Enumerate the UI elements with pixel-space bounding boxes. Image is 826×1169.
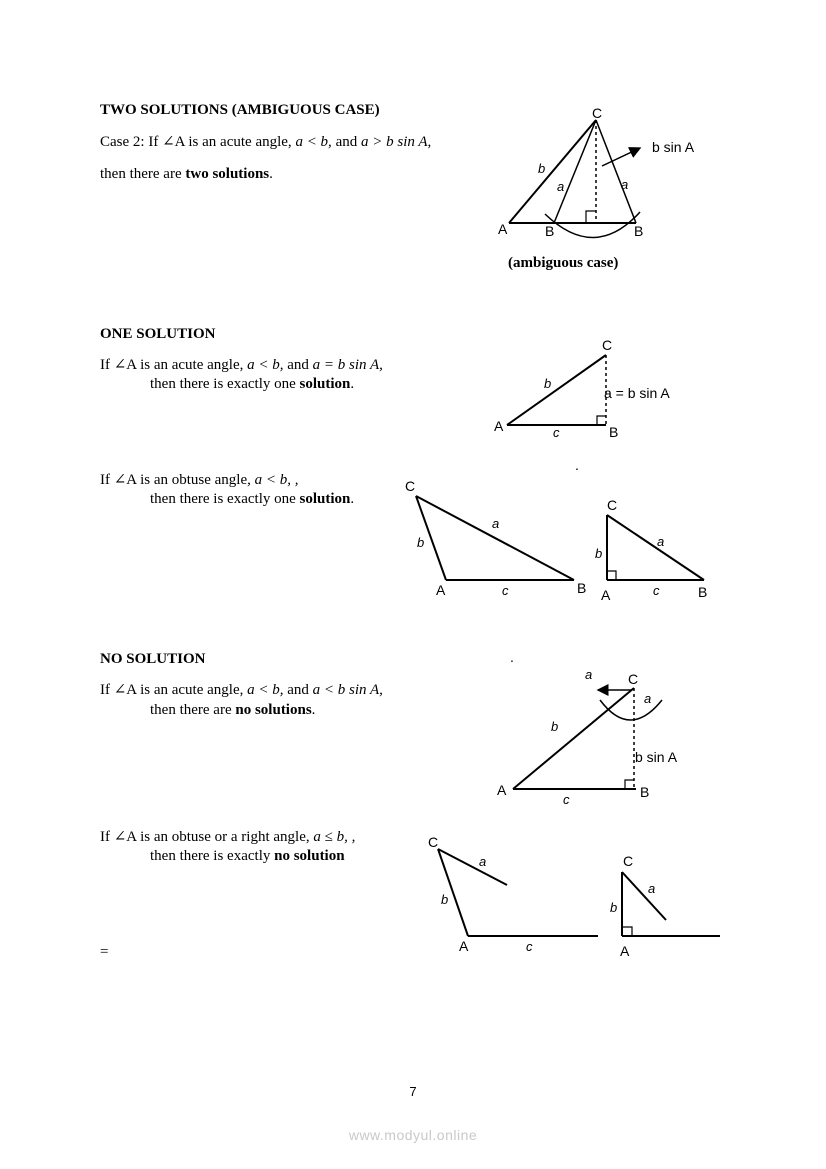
one-l2-period: . bbox=[350, 376, 355, 392]
nsr-label-b: b bbox=[610, 900, 618, 915]
amb-right-angle bbox=[586, 211, 596, 223]
rt-label-a: a bbox=[657, 534, 665, 549]
one-o1-cond: a < b, , bbox=[254, 472, 299, 488]
no-solution-heading: NO SOLUTION bbox=[100, 651, 206, 667]
amb-side-a-left bbox=[554, 120, 596, 223]
ambiguous-caption: (ambiguous case) bbox=[508, 255, 619, 271]
amb-label-a2: a bbox=[621, 177, 629, 192]
amb-label-C: C bbox=[592, 105, 603, 121]
ns-label-b: b bbox=[551, 719, 559, 734]
nsr-right-angle bbox=[622, 927, 632, 936]
nsr-label-A: A bbox=[620, 943, 630, 959]
stray-equals: = bbox=[100, 944, 109, 960]
nso-label-C: C bbox=[428, 834, 439, 850]
one-label-a-eq: a = b sin A bbox=[604, 385, 670, 401]
amb-label-b: b bbox=[538, 161, 546, 176]
obt-label-b: b bbox=[417, 535, 425, 550]
one-o2-period: . bbox=[350, 491, 355, 507]
none-l2-text: then there are bbox=[150, 702, 232, 718]
ns-label-a2: a bbox=[644, 691, 652, 706]
one-label-b: b bbox=[544, 376, 552, 391]
one-l1-cond1: a < b, bbox=[247, 357, 284, 373]
rt-label-B: B bbox=[698, 584, 708, 600]
ns-label-B: B bbox=[640, 784, 650, 800]
nso-label-A: A bbox=[459, 938, 469, 954]
none-l2-bold: no solutions bbox=[235, 702, 312, 718]
one-o1-text: If ∠A is an obtuse angle, bbox=[100, 472, 251, 488]
one-solution-heading: ONE SOLUTION bbox=[100, 326, 216, 342]
one-l1-cond2: a = b sin A, bbox=[312, 357, 383, 373]
page-number: 7 bbox=[409, 1084, 417, 1099]
no-solution-right-diagram bbox=[622, 872, 720, 936]
obt-label-c: c bbox=[502, 583, 509, 598]
one-right-angle-diagram bbox=[607, 515, 704, 580]
nso-label-a: a bbox=[479, 854, 487, 869]
none-l1-and: and bbox=[287, 682, 309, 698]
rt-label-A: A bbox=[601, 587, 611, 603]
none-o2-bold: no solution bbox=[274, 848, 345, 864]
rt-label-c: c bbox=[653, 583, 660, 598]
watermark: www.modyul.online bbox=[348, 1127, 478, 1143]
two-l1-cond2: a > b sin A, bbox=[360, 134, 432, 150]
one-solution-right-diagram bbox=[507, 355, 606, 425]
amb-label-A: A bbox=[498, 221, 508, 237]
two-l1-and: and bbox=[335, 134, 358, 150]
ns-arc bbox=[600, 700, 662, 720]
one-label-c: c bbox=[553, 425, 560, 440]
no-solution-obtuse-diagram bbox=[438, 849, 598, 936]
one-l2-text: then there is exactly one bbox=[150, 376, 296, 392]
none-o1-text: If ∠A is an obtuse or a right angle, bbox=[100, 829, 310, 845]
amb-side-b bbox=[509, 120, 596, 223]
two-l2-period: . bbox=[269, 166, 273, 182]
none-l1-cond1: a < b, bbox=[247, 682, 284, 698]
rt-right-angle bbox=[607, 571, 616, 580]
ns-label-c: c bbox=[563, 792, 570, 807]
ns-label-C: C bbox=[628, 671, 639, 687]
two-l2-text: then there are bbox=[100, 166, 182, 182]
stray-dot-2: . bbox=[510, 649, 514, 665]
one-l1-text: If ∠A is an acute angle, bbox=[100, 357, 244, 373]
one-o2-text: then there is exactly one bbox=[150, 491, 296, 507]
rt-label-C: C bbox=[607, 497, 618, 513]
ns-label-A: A bbox=[497, 782, 507, 798]
amb-label-a1: a bbox=[557, 179, 565, 194]
amb-label-bsinA: b sin A bbox=[652, 139, 695, 155]
ns-right-angle bbox=[625, 780, 634, 789]
ns-label-bsinA: b sin A bbox=[635, 749, 678, 765]
one-label-C: C bbox=[602, 337, 613, 353]
no-solution-acute-diagram bbox=[513, 688, 662, 789]
one-o2-bold: solution bbox=[299, 491, 351, 507]
nso-label-b: b bbox=[441, 892, 449, 907]
obt-label-A: A bbox=[436, 582, 446, 598]
rt-label-b: b bbox=[595, 546, 603, 561]
one-l1-and: and bbox=[287, 357, 309, 373]
nsr-side-a bbox=[622, 872, 666, 920]
none-l1-cond2: a < b sin A, bbox=[312, 682, 383, 698]
obt-label-a: a bbox=[492, 516, 500, 531]
two-l2-bold: two solutions bbox=[185, 166, 270, 182]
obt-side-a bbox=[416, 496, 574, 580]
one-right-angle bbox=[597, 416, 606, 425]
obt-label-B: B bbox=[577, 580, 587, 596]
two-l1-text: Case 2: If ∠A is an acute angle, bbox=[100, 134, 292, 150]
one-label-A: A bbox=[494, 418, 504, 434]
one-label-B: B bbox=[609, 424, 619, 440]
obt-label-C: C bbox=[405, 478, 416, 494]
amb-side-a-right bbox=[596, 120, 636, 223]
amb-arc bbox=[545, 212, 640, 238]
two-l1-cond1: a < b, bbox=[295, 134, 332, 150]
none-l1-text: If ∠A is an acute angle, bbox=[100, 682, 244, 698]
one-l2-bold: solution bbox=[299, 376, 351, 392]
none-l2-period: . bbox=[311, 702, 316, 718]
one-side-b bbox=[507, 355, 606, 425]
nsr-label-C: C bbox=[623, 853, 634, 869]
none-o2-text: then there is exactly bbox=[150, 848, 271, 864]
two-solutions-heading: TWO SOLUTIONS (AMBIGUOUS CASE) bbox=[100, 102, 380, 118]
none-o1-cond: a ≤ b, , bbox=[313, 829, 356, 845]
nso-label-c: c bbox=[526, 939, 533, 954]
nsr-label-a: a bbox=[648, 881, 656, 896]
ns-side-b bbox=[513, 688, 634, 789]
rt-side-a bbox=[607, 515, 704, 580]
ns-label-a1: a bbox=[585, 667, 593, 682]
stray-dot: . bbox=[575, 457, 579, 473]
amb-label-B1: B bbox=[545, 223, 555, 239]
one-obtuse-diagram bbox=[416, 496, 574, 580]
amb-label-B2: B bbox=[634, 223, 644, 239]
